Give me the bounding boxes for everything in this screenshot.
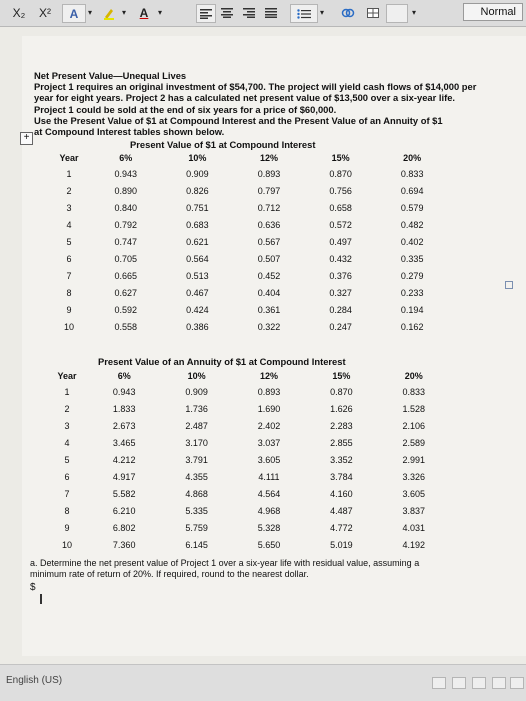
status-bar	[0, 664, 526, 701]
value-cell: 5.335	[185, 505, 208, 516]
problem-line: Project 1 requires an original investment of $54,700. The project will yield cash flows of $14,000 per	[34, 81, 477, 93]
value-cell: 3.465	[112, 437, 136, 448]
year-cell: 3	[66, 202, 72, 213]
table-header: Year	[57, 371, 77, 381]
value-cell: 0.361	[257, 304, 281, 315]
answer-prefix: $	[30, 582, 36, 593]
highlight-icon[interactable]	[100, 4, 118, 21]
value-cell: 5.019	[330, 539, 353, 550]
value-cell: 0.833	[402, 386, 426, 397]
year-cell: 1	[64, 386, 70, 397]
value-cell: 0.797	[257, 185, 281, 196]
value-cell: 4.192	[402, 539, 426, 550]
question-line: a. Determine the net present value of Project 1 over a six-year life with residual value, assuming a	[30, 558, 420, 568]
value-cell: 0.402	[400, 236, 424, 247]
value-cell: 6.802	[112, 522, 136, 533]
value-cell: 0.322	[257, 321, 281, 332]
table-row	[46, 383, 450, 400]
align-right-icon[interactable]	[240, 4, 258, 21]
value-cell: 0.558	[114, 321, 138, 332]
value-cell: 3.037	[257, 437, 281, 448]
value-cell: 0.376	[329, 270, 352, 281]
value-cell: 0.621	[186, 236, 209, 247]
year-cell: 5	[64, 454, 70, 465]
value-cell: 4.564	[257, 488, 281, 499]
value-cell: 0.683	[186, 219, 209, 230]
value-cell: 4.212	[112, 454, 136, 465]
table-row	[46, 519, 450, 536]
table2-title: Present Value of an Annuity of $1 at Compound Interest	[98, 356, 346, 367]
value-cell: 0.579	[400, 202, 424, 213]
value-cell: 0.507	[257, 253, 281, 264]
value-cell: 0.194	[400, 304, 424, 315]
value-cell: 0.404	[257, 287, 281, 298]
value-cell: 2.589	[402, 437, 426, 448]
table-row	[48, 250, 448, 267]
table-header: 6%	[117, 371, 131, 381]
value-cell: 0.943	[112, 386, 136, 397]
question-line: minimum rate of return of 20%. If required, round to the nearest dollar.	[30, 569, 309, 579]
table-header: 12%	[259, 371, 278, 381]
value-cell: 4.031	[402, 522, 426, 533]
table-row	[48, 199, 448, 216]
value-cell: 0.284	[329, 304, 352, 315]
value-cell: 3.837	[402, 505, 426, 516]
value-cell: 3.326	[402, 471, 426, 482]
value-cell: 0.747	[114, 236, 138, 247]
value-cell: 0.909	[186, 168, 209, 179]
value-cell: 0.162	[400, 321, 424, 332]
problem-line: year for eight years. Project 2 has a calculated net present value of $13,500 over a six-year life.	[34, 92, 456, 104]
table-header-row	[46, 369, 450, 383]
table-row	[48, 182, 448, 199]
value-cell: 4.355	[185, 471, 208, 482]
year-cell: 4	[66, 219, 72, 230]
year-cell: 8	[64, 505, 70, 516]
value-cell: 4.487	[330, 505, 353, 516]
value-cell: 2.855	[330, 437, 353, 448]
year-cell: 10	[63, 321, 74, 332]
value-cell: 0.870	[330, 386, 353, 397]
style-select[interactable]	[463, 3, 523, 21]
table-header-row	[48, 151, 448, 165]
value-cell: 4.868	[185, 488, 208, 499]
value-cell: 0.890	[114, 185, 138, 196]
table1	[48, 151, 448, 335]
value-cell: 0.826	[186, 185, 209, 196]
value-cell: 0.567	[257, 236, 281, 247]
value-cell: 0.452	[257, 270, 281, 281]
year-cell: 5	[66, 236, 72, 247]
table-row	[46, 536, 450, 553]
value-cell: 3.170	[185, 437, 208, 448]
table-header: Year	[59, 153, 79, 163]
style-select-value: Normal	[480, 6, 516, 18]
view-icon[interactable]	[452, 677, 466, 689]
table-icon[interactable]	[364, 4, 382, 21]
table-row	[46, 502, 450, 519]
value-cell: 0.564	[186, 253, 209, 264]
value-cell: 1.736	[185, 403, 208, 414]
value-cell: 6.210	[112, 505, 136, 516]
value-cell: 3.605	[402, 488, 426, 499]
view-icon[interactable]	[492, 677, 506, 689]
value-cell: 1.690	[257, 403, 281, 414]
year-cell: 6	[64, 471, 70, 482]
problem-line: at Compound Interest tables shown below.	[34, 126, 225, 138]
insert-box-dropdown-icon[interactable]: ▾	[411, 8, 416, 17]
problem-text	[34, 70, 514, 137]
formatting-toolbar	[0, 0, 526, 27]
value-cell: 0.233	[400, 287, 424, 298]
year-cell: 7	[64, 488, 70, 499]
table-row	[46, 451, 450, 468]
year-cell: 2	[64, 403, 70, 414]
value-cell: 2.106	[402, 420, 426, 431]
value-cell: 5.650	[257, 539, 281, 550]
value-cell: 0.335	[400, 253, 424, 264]
value-cell: 7.360	[112, 539, 136, 550]
value-cell: 2.673	[112, 420, 136, 431]
problem-line: Project 1 could be sold at the end of six years for a price of $60,000.	[34, 103, 337, 115]
value-cell: 4.111	[258, 471, 280, 482]
value-cell: 0.870	[329, 168, 352, 179]
value-cell: 0.792	[114, 219, 138, 230]
table-row	[48, 318, 448, 335]
table-header: 15%	[331, 153, 350, 163]
value-cell: 3.605	[257, 454, 281, 465]
table-header: 10%	[188, 153, 207, 163]
value-cell: 0.658	[329, 202, 352, 213]
value-cell: 0.432	[329, 253, 352, 264]
table-row	[46, 434, 450, 451]
handle-icon[interactable]	[505, 281, 513, 289]
problem-line: Use the Present Value of $1 at Compound Interest and the Present Value of an Annuity of $1	[34, 114, 443, 126]
value-cell: 5.328	[257, 522, 281, 533]
value-cell: 0.572	[329, 219, 352, 230]
table-header: 10%	[187, 371, 206, 381]
value-cell: 4.968	[257, 505, 281, 516]
value-cell: 0.513	[186, 270, 209, 281]
table1-title: Present Value of $1 at Compound Interest	[130, 139, 316, 150]
value-cell: 0.327	[329, 287, 352, 298]
text-effects-button[interactable]: A	[62, 4, 86, 23]
language-indicator[interactable]: English (US)	[6, 675, 63, 686]
year-cell: 9	[66, 304, 72, 315]
zoom-icon[interactable]	[510, 677, 524, 689]
value-cell: 0.705	[114, 253, 138, 264]
value-cell: 0.751	[186, 202, 209, 213]
table-row	[46, 468, 450, 485]
year-cell: 1	[66, 168, 72, 179]
value-cell: 1.528	[402, 403, 426, 414]
table2	[46, 369, 450, 553]
year-cell: 2	[66, 185, 72, 196]
year-cell: 6	[66, 253, 72, 264]
view-icon[interactable]	[432, 677, 446, 689]
table-row	[48, 284, 448, 301]
insert-box-icon[interactable]	[386, 4, 408, 23]
year-cell: 8	[66, 287, 72, 298]
value-cell: 0.279	[400, 270, 424, 281]
value-cell: 3.784	[330, 471, 353, 482]
value-cell: 5.582	[112, 488, 136, 499]
value-cell: 0.909	[185, 386, 208, 397]
value-cell: 6.145	[185, 539, 208, 550]
table-row	[48, 233, 448, 250]
value-cell: 2.283	[330, 420, 353, 431]
value-cell: 0.840	[114, 202, 138, 213]
table-header: 12%	[259, 153, 278, 163]
value-cell: 0.636	[257, 219, 281, 230]
justify-icon[interactable]	[262, 4, 280, 21]
subscript-button[interactable]: X₂	[12, 5, 26, 20]
align-left-icon[interactable]	[196, 4, 216, 23]
table-header: 20%	[404, 371, 423, 381]
year-cell: 3	[64, 420, 70, 431]
value-cell: 0.665	[114, 270, 138, 281]
problem-title: Net Present Value—Unequal Lives	[34, 70, 187, 81]
year-cell: 7	[66, 270, 72, 281]
table-header: 20%	[403, 153, 422, 163]
text-effects-dropdown-icon[interactable]: ▾	[87, 8, 92, 17]
value-cell: 0.467	[186, 287, 209, 298]
value-cell: 3.791	[185, 454, 208, 465]
year-cell: 9	[64, 522, 70, 533]
answer-input[interactable]	[40, 594, 48, 604]
value-cell: 4.160	[330, 488, 353, 499]
table-header: 6%	[119, 153, 133, 163]
table-row	[48, 301, 448, 318]
value-cell: 0.592	[114, 304, 138, 315]
value-cell: 0.386	[186, 321, 209, 332]
value-cell: 0.497	[329, 236, 352, 247]
font-color-button[interactable]: A	[139, 5, 149, 20]
value-cell: 2.991	[402, 454, 426, 465]
year-cell: 10	[61, 539, 72, 550]
year-cell: 4	[64, 437, 70, 448]
superscript-button[interactable]: X²	[39, 5, 51, 20]
table-row	[46, 485, 450, 502]
value-cell: 0.247	[329, 321, 352, 332]
value-cell: 4.772	[330, 522, 353, 533]
value-cell: 0.943	[114, 168, 138, 179]
value-cell: 0.833	[400, 168, 424, 179]
value-cell: 0.694	[400, 185, 424, 196]
value-cell: 5.759	[185, 522, 208, 533]
table-row	[46, 417, 450, 434]
value-cell: 0.756	[329, 185, 352, 196]
value-cell: 0.627	[114, 287, 138, 298]
value-cell: 1.833	[112, 403, 136, 414]
value-cell: 0.712	[257, 202, 281, 213]
value-cell: 0.482	[400, 219, 424, 230]
value-cell: 3.352	[330, 454, 353, 465]
bullet-list-dropdown-icon[interactable]: ▾	[319, 8, 324, 17]
table2-body	[46, 383, 450, 553]
table-header: 15%	[332, 371, 351, 381]
bullet-list-icon[interactable]	[290, 4, 318, 23]
value-cell: 1.626	[330, 403, 353, 414]
align-center-icon[interactable]	[218, 4, 236, 21]
table-row	[46, 400, 450, 417]
value-cell: 2.487	[185, 420, 208, 431]
table1-body	[48, 165, 448, 335]
value-cell: 2.402	[257, 420, 281, 431]
font-color-dropdown-icon[interactable]: ▾	[157, 8, 162, 17]
highlight-dropdown-icon[interactable]: ▾	[121, 8, 126, 17]
value-cell: 0.893	[257, 386, 281, 397]
value-cell: 0.893	[257, 168, 281, 179]
table-row	[48, 216, 448, 233]
question-text	[30, 558, 510, 580]
table-row	[48, 267, 448, 284]
table-row	[48, 165, 448, 182]
value-cell: 4.917	[112, 471, 136, 482]
link-icon[interactable]	[338, 4, 358, 21]
value-cell: 0.424	[186, 304, 209, 315]
expand-icon[interactable]: +	[20, 132, 33, 145]
view-icon[interactable]	[472, 677, 486, 689]
